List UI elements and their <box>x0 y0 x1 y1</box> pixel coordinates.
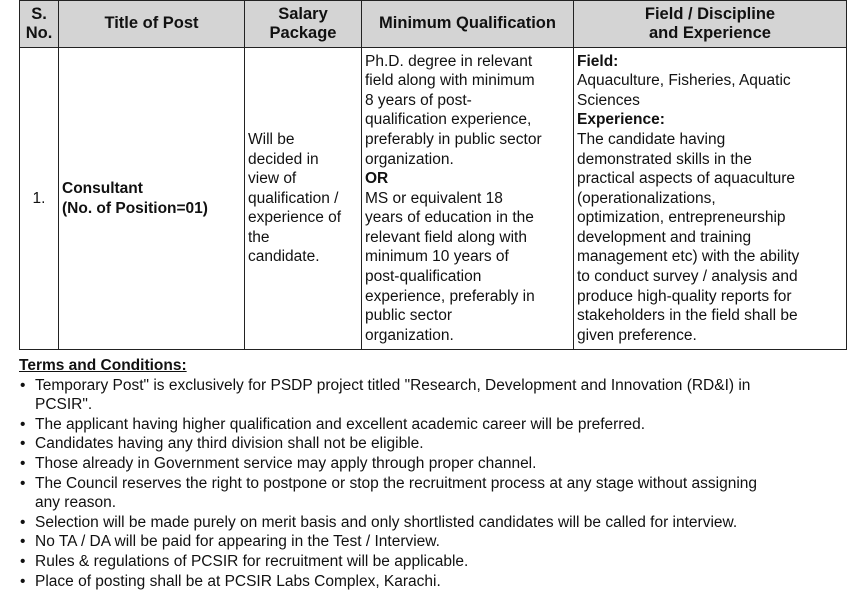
list-item: • Candidates having any third division shall not be eligible. <box>19 434 849 454</box>
list-item: • Rules & regulations of PCSIR for recruitment will be applicable. <box>19 552 849 572</box>
cell-field-experience: Field: Aquaculture, Fisheries, Aquatic Sciences Experience: The candidate having demonstrated skills in the practical aspects of aquaculture (operationalizations, optimization, entrepreneurship development and training management etc) with the ability to conduct survey / analysis and produce high-quality reports for stakeholders in the field shall be given preference. <box>574 48 847 350</box>
terms-list <box>19 376 849 592</box>
cell-minimum-qualification: Ph.D. degree in relevant field along with minimum 8 years of post- qualification experience, preferably in public sector organization. OR MS or equivalent 18 years of education in the relevant field along with minimum 10 years of post-qualification experience, preferably in public sector organization. <box>362 48 574 350</box>
header-title-of-post: Title of Post <box>59 1 245 48</box>
table-row <box>20 48 847 350</box>
list-item: • No TA / DA will be paid for appearing in the Test / Interview. <box>19 532 849 552</box>
cell-sno: 1. <box>20 48 59 350</box>
terms-heading: Terms and Conditions: <box>19 357 187 374</box>
header-field-experience: Field / Discipline and Experience <box>574 1 847 48</box>
cell-salary-package: Will be decided in view of qualification / experience of the candidate. <box>245 48 362 350</box>
list-item: • Temporary Post" is exclusively for PSDP project titled "Research, Development and Innovation (RD&I) in PCSIR". <box>19 376 849 415</box>
experience-label: Experience: <box>577 111 665 129</box>
header-salary-package: Salary Package <box>245 1 362 48</box>
header-sno: S. No. <box>20 1 59 48</box>
list-item: • The Council reserves the right to postpone or stop the recruitment process at any stage without assigning any reason. <box>19 474 849 513</box>
cell-title-of-post: Consultant (No. of Position=01) <box>59 48 245 350</box>
header-minimum-qualification: Minimum Qualification <box>362 1 574 48</box>
terms-and-conditions <box>19 356 849 591</box>
table-header-row <box>20 1 847 48</box>
list-item: • Selection will be made purely on merit basis and only shortlisted candidates will be called for interview. <box>19 513 849 533</box>
qualification-or-separator: OR <box>365 170 389 188</box>
list-item: • Those already in Government service may apply through proper channel. <box>19 454 849 474</box>
list-item: • Place of posting shall be at PCSIR Labs Complex, Karachi. <box>19 572 849 592</box>
positions-table <box>19 0 847 350</box>
list-item: • The applicant having higher qualification and excellent academic career will be preferred. <box>19 415 849 435</box>
field-label: Field: <box>577 52 619 70</box>
